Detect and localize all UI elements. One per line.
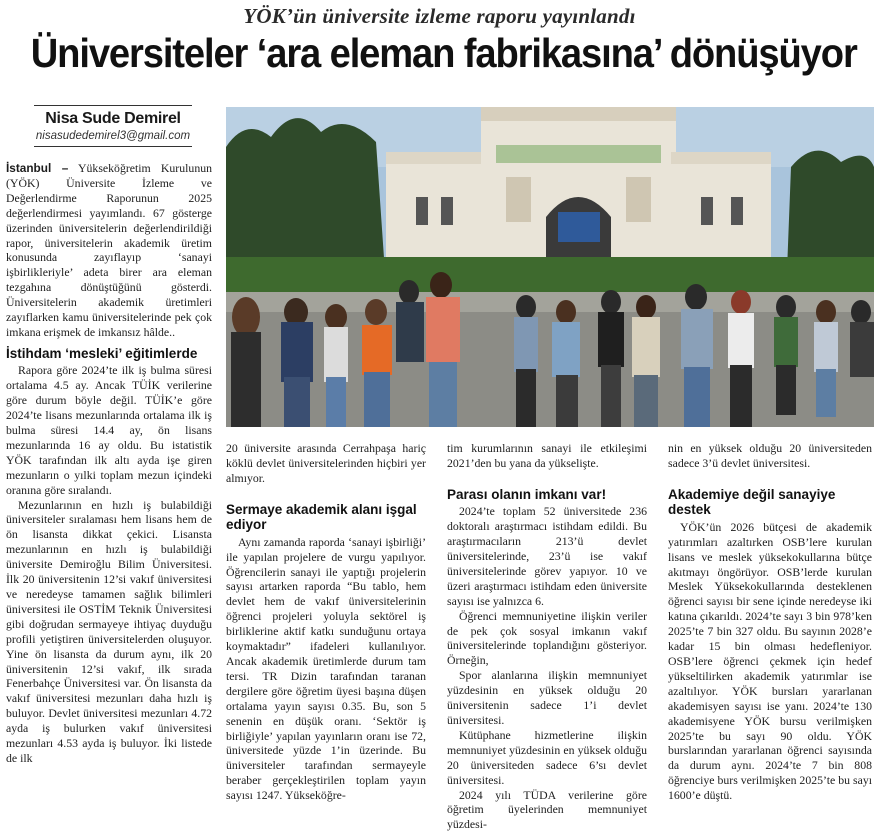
lead-paragraph xyxy=(6,161,212,340)
paragraph: Aynı zamanda raporda ‘sanayi işbirliği’ ile yapılan projelere de vurgu yapılıyor. Öğrencilerin sanayi ile yaptığı projelerin sayısı artarken raporda “Bu tablo, hem devlet hem de vakıf üniversitelerinin öğrenci projeleri yoluyla sektörel iş birliklerine aktif katkı sunduğunu ortaya koymaktadır” ifadeleri kullanılıyor. Ancak akademik üretimlerde durum tam tersi. TR Dizin tarafından taranan dergilere göre öğretim üyesi başına düşen ortalama yayın sayısı 0.35. Bu, son 5 senenin en düşük oranı. ‘Sektör iş birliğiyle’ yapılan yayınların oranı ise 72, üniversitede yüzde 1’in üzerinde. Bu üniversiteler tarafından sermayeyle beraber gerçekleştirilen toplam yayın sayısı 1247. Yükseköğre- xyxy=(226,534,426,803)
column-4 xyxy=(668,441,872,803)
photo-hedge xyxy=(226,257,874,292)
subheading-istihdam: İstihdam ‘mesleki’ eğitimlerde xyxy=(6,345,198,361)
paragraph: 20 üniversite arasında Cerrahpaşa hariç köklü devlet üniversitelerinden hiçbiri yer almıyor. xyxy=(226,441,426,485)
paragraph: nin en yüksek olduğu 20 üniversiteden sadece 3’ü devlet üniversitesi. xyxy=(668,441,872,470)
subheading-sermaye: Sermaye akademik alanı işgal ediyor xyxy=(226,501,417,533)
photo-illustration xyxy=(226,107,874,427)
paragraph: Rapora göre 2024’te ilk iş bulma süresi ortalama 4.5 ay. Ancak TÜİK verilerine göre durum böyle değil. TÜİK’e göre 2024’te lisans mezunlarında ortalama ilk iş bulma süresi 14.4 ay, ön lisans mezunlarında 16 ay oldu. Bu istatistik YÖK tarafından ilk altı ayda işe giren mezunların o yılki toplam mezun içindeki oranına göre sıralandı. xyxy=(6,363,212,497)
paragraph: 2024’te toplam 52 üniversitede 236 doktoralı araştırmacı istihdam edildi. Bu araştırmacıların 213’ü devlet üniversitelerinde, 23’ü ise vakıf üniversitelerinde görev yapıyor. 10 ve üzeri araştırmacı istihdam eden üniversite sayısı ise yalnızca 6. xyxy=(447,504,647,608)
lead-text: Yükseköğretim Kurulunun (YÖK) Üniversite İzleme ve Değerlendirme Raporunun 2025 değerlendirmesi yayımlandı. 67 gösterge üzerinden üniversitelerin değerlendirildiği rapor, üniversitelerin akademik üretim konusunda zayıflayıp ‘sanayi işbirlikleriyle’ adeta birer ara eleman tezgahına dönüştüğünü gösterdi. Üniversitelerin akademik üretimleri zayıflarken kamu üniversitelerinde pek çok imkana erişmek de imkansız hâlde.. xyxy=(6,161,213,339)
column-2 xyxy=(226,441,426,803)
kicker: YÖK’ün üniversite izleme raporu yayınlandı xyxy=(243,4,636,28)
spacer xyxy=(226,486,426,496)
author-name: Nisa Sude Demirel xyxy=(45,110,181,127)
subheading-parasi: Parası olanın imkanı var! xyxy=(447,486,607,502)
paragraph: YÖK’ün 2026 bütçesi de akademik yatırımları azaltırken OSB’lere kurulan lisans ve meslek yüksekokullarına bütçe akıtmayı öngörüyor. OSB’lerde kurulan Meslek Yüksekokullarında desteklenen öğrenci sayısı bir sene içinde neredeyse iki katına çıkarıldı. 2024’te sayı 3 bin 978’ken 2025’te 7 bin 327 oldu. Bu sayının 2028’e kadar 15 bin olması hedefleniyor. OSB’lere öğrenci çekmek için hedef yükseltilirken akademik yatırımlar ise azaltılıyor. YÖK bursları yararlanan akademisyen sayısı ise yanı. 2024’te 130 akademisyene YÖK bursu verilmişken 2025’te bu sayı 90 oldu. YÖK burslarından yararlanan öğrenci sayısında da durum aynı. 2024’te 7 bin 808 öğrenciye burs verilmişken 2025’te bu sayı 1600’e düştü. xyxy=(668,519,872,803)
spacer xyxy=(447,471,647,481)
byline-rule-top xyxy=(34,105,192,106)
lead-city: İstanbul – xyxy=(6,161,69,175)
headline: Üniversiteler ‘ara eleman fabrikasına’ dönüşüyor xyxy=(30,30,857,76)
paragraph: 2024 yılı TÜDA verilerine göre öğretim üyelerinden memnuniyet yüzdesi- xyxy=(447,787,647,832)
paragraph: Kütüphane hizmetlerine ilişkin memnuniyet yüzdesinin en yüksek olduğu 20 üniversiteden sadece 6’sı devlet üniversitesi. xyxy=(447,727,647,787)
byline-rule-bottom xyxy=(34,146,192,147)
paragraph: Mezunlarının en hızlı iş bulabildiği üniversiteler sıralaması hem lisans hem de ön lisansta dikkat çekici. Lisansta mezunlarının en hızlı iş bulabildiği üniversite Demiroğlu Bilim Üniversitesi. İlk 20 üniversitenin 12’si vakıf üniversitesi ve neredeyse tamamen sağlık bilimleri üniversitesi ile OSTİM Teknik Üniversitesi gibi doğrudan sermayeye ihtiyaç duyduğu profili yetiştiren üniversitelerden oluşuyor. Yine ön lisansta da durum aynı, ilk 20 üniversitenin 12’si vakıf, ilk sırada Fenerbahçe Üniversitesi var. Ön lisansta da vakıf üniversitesi mezunları daha hızlı iş buluyor. Devlet üniversitesi mezunları 4.72 ayda iş bulurken vakıf üniversitesi mezunları 4.53 ayda iş buluyor. İki listede de ilk xyxy=(6,497,212,765)
byline xyxy=(18,105,208,147)
paragraph: Öğrenci memnuniyetine ilişkin veriler de pek çok sosyal imkanın vakıf üniversitelerinde toplandığını gösteriyor. Örneğin, xyxy=(447,608,647,668)
author-email[interactable]: nisasudedemirel3@gmail.com xyxy=(35,130,191,142)
column-1 xyxy=(6,161,212,766)
column-3 xyxy=(447,441,647,832)
paragraph: tim kurumlarının sanayi ile etkileşimi 2021’den bu yana da yükselişte. xyxy=(447,441,647,470)
spacer xyxy=(668,471,872,481)
paragraph: Spor alanlarına ilişkin memnuniyet yüzdesinin en yüksek olduğu 20 üniversitenin sadece 1’i devlet üniversitesi. xyxy=(447,668,647,727)
article-photo xyxy=(226,107,874,427)
subheading-akademiye: Akademiye değil sanayiye destek xyxy=(668,486,836,518)
